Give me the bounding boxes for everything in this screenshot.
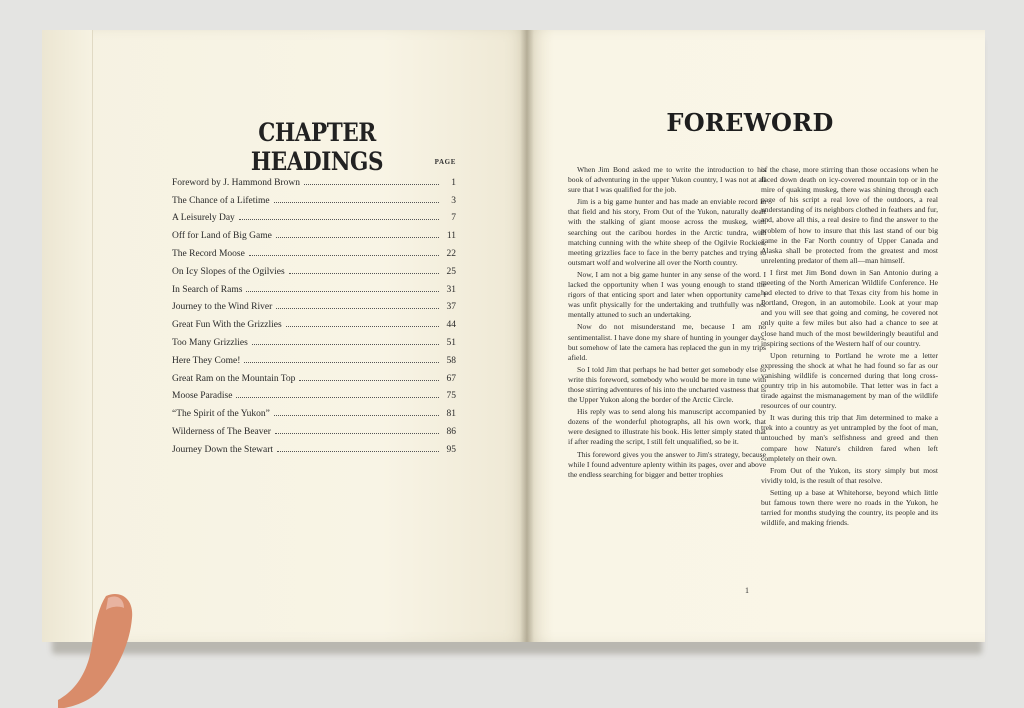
dot-leader [276, 308, 439, 309]
toc-entry [172, 330, 456, 348]
toc-entry [172, 437, 456, 455]
toc-entry-title: A Leisurely Day [172, 213, 235, 224]
toc-entry-page: 51 [446, 337, 456, 348]
foreword-paragraph: I first met Jim Bond down in San Antonio during a meeting of the North American Wildlife Conference. He had elected to drive to that Texas city from his home in Portland, Oregon, in an automobile. Look at your map and you will see that going and coming, he covered not only quite a few miles but also had a chance to see at close hand much of the most bewilderingly beautiful and inspiring sections of the Western half of our country. [761, 267, 938, 348]
toc-entry [172, 259, 456, 277]
dot-leader [275, 433, 439, 434]
toc-entry-title: Foreword by J. Hammond Brown [172, 177, 300, 188]
foreword-paragraph: When Jim Bond asked me to write the introduction to his book of adventuring in the upper Yukon country, I was not at all sure that I was qualified for the job. [568, 165, 766, 195]
foreword-paragraph: From Out of the Yukon, its story simply but most vividly told, is the result of that resolve. [761, 465, 938, 485]
toc-entry-title: On Icy Slopes of the Ogilvies [172, 266, 285, 277]
toc-entry-page: 44 [446, 320, 456, 331]
toc-entry [172, 188, 456, 206]
toc-entry-title: Too Many Grizzlies [172, 337, 248, 348]
dot-leader [236, 397, 439, 398]
foreword-paragraph: Jim is a big game hunter and has made an enviable record in that field and his story, From Out of the Yukon, naturally dealt with the stalking of giant moose across the muskeg, with searching out the caribou hordes in the Arctic tundra, with matching cunning with the white sheep of the Ogilvie Rockies, meeting grizzlies face to face in the berry patches and trying to outsmart wolf and wolverine all over the North country. [568, 197, 766, 267]
foreword-paragraph: Now, I am not a big game hunter in any sense of the word. I lacked the opportunity when I was young enough to stand the rigors of that enticing sport and later when opportunity came I was unfit physically for the undertaking and truthfully was not mentally attuned to such an undertaking. [568, 269, 766, 320]
toc-entry [172, 348, 456, 366]
toc-entry-page: 22 [446, 248, 456, 259]
foreword-paragraph: Setting up a base at Whitehorse, beyond which little but famous town there were no roads in the Yukon, he tarried for months studying the country, its people and its wildlife, and making friends. [761, 487, 938, 528]
toc-entry [172, 366, 456, 384]
toc-entry-page: 86 [446, 426, 456, 437]
foreword-paragraph: Now do not misunderstand me, because I am no sentimentalist. I have done my share of hunting in younger days, but somehow of late the camera has replaced the gun in my trips afield. [568, 322, 766, 362]
toc-entry [172, 206, 456, 224]
table-of-contents [172, 170, 456, 455]
foreword-paragraph: of the chase, more stirring than those occasions when he faced down death on icy-covered mountain top or in the mire of quaking muskeg, there was shining through each page of his script a real love of the outdoors, a real understanding of its neighbors clothed in feathers and fur, and, above all this, a real desire to find the answer to the problem of how to insure that this last stand of our big game in the Far North country of Upper Canada and Alaska shall be protected from the greatest and most unrelenting predator of them all—man himself. [761, 165, 938, 265]
toc-entry-title: Wilderness of The Beaver [172, 426, 271, 437]
toc-entry [172, 419, 456, 437]
toc-entry-page: 1 [451, 177, 456, 188]
toc-entry-title: Off for Land of Big Game [172, 231, 272, 242]
toc-entry-title: “The Spirit of the Yukon” [172, 409, 270, 420]
toc-entry-page: 75 [446, 391, 456, 402]
toc-entry-page: 25 [446, 266, 456, 277]
toc-entry [172, 295, 456, 313]
dot-leader [239, 219, 439, 220]
toc-entry-page: 81 [446, 409, 456, 420]
dot-leader [299, 380, 439, 381]
dot-leader [252, 344, 439, 345]
dot-leader [286, 326, 439, 327]
toc-entry [172, 401, 456, 419]
dot-leader [277, 451, 439, 452]
dot-leader [276, 237, 439, 238]
toc-entry-title: Journey Down the Stewart [172, 444, 274, 455]
toc-entry-page: 95 [446, 444, 456, 455]
toc-entry [172, 277, 456, 295]
chapter-headings-title: CHAPTER HEADINGS [250, 118, 384, 176]
dot-leader [244, 362, 439, 363]
toc-entry-title: In Search of Rams [172, 284, 243, 295]
dot-leader [289, 273, 439, 274]
dot-leader [249, 255, 439, 256]
toc-entry-title: Great Fun With the Grizzlies [172, 320, 282, 331]
toc-entry-page: 3 [451, 195, 456, 206]
toc-entry-title: The Chance of a Lifetime [172, 195, 270, 206]
book-gutter [520, 30, 534, 642]
foreword-paragraph: It was during this trip that Jim determined to make a trek into a country as yet untrampled by the foot of man, untouched by man's selfishness and greed and then compare how Nature's children fared when left completely on their own. [761, 413, 938, 463]
toc-entry-page: 67 [446, 373, 456, 384]
page-number: 1 [745, 586, 749, 595]
toc-entry-title: Journey to the Wind River [172, 302, 273, 313]
toc-entry-title: The Record Moose [172, 248, 245, 259]
foreword-paragraph: This foreword gives you the answer to Jim's strategy, because while I found adventure aplenty within its pages, over and above the endless searching for bigger and better trophies [568, 449, 766, 479]
toc-entry [172, 312, 456, 330]
dot-leader [274, 415, 439, 416]
thumb-holding-page [58, 588, 138, 708]
foreword-column-left [568, 165, 766, 482]
dot-leader [304, 184, 439, 185]
toc-entry [172, 223, 456, 241]
toc-entry-title: Here They Come! [172, 355, 241, 366]
toc-entry [172, 241, 456, 259]
toc-entry-title: Great Ram on the Mountain Top [172, 373, 296, 384]
toc-entry-page: 11 [446, 231, 456, 242]
foreword-title: FOREWORD [666, 108, 834, 137]
page-stack-edge [42, 30, 93, 642]
foreword-paragraph: So I told Jim that perhaps he had better get somebody else to write this foreword, somebody who would be more in tune with those stirring adventures of his into the uncharted vastness that is the Upper Yukon along the border of the Arctic Circle. [568, 364, 766, 405]
toc-entry-title: Moose Paradise [172, 391, 233, 402]
toc-entry-page: 31 [446, 284, 456, 295]
foreword-paragraph: His reply was to send along his manuscript accompanied by dozens of the wonderful photographs, all his own work, that were designed to illustrate his book. His letter simply stated that if after reading the script, I still felt unqualified, so be it. [568, 407, 766, 447]
toc-entry-page: 7 [451, 213, 456, 224]
toc-entry [172, 384, 456, 402]
dot-leader [246, 291, 439, 292]
toc-entry [172, 170, 456, 188]
page-column-label: PAGE [434, 158, 456, 166]
foreword-column-right [761, 165, 938, 530]
toc-entry-page: 58 [446, 355, 456, 366]
toc-entry-page: 37 [446, 302, 456, 313]
foreword-paragraph: Upon returning to Portland he wrote me a letter expressing the shock at what he had found so far as our vanishing wildlife is concerned during that long cross-country trip in his automobile. That letter was in fact a tirade against the mismanagement by man of the wildlife resources of our country. [761, 350, 938, 411]
dot-leader [274, 202, 439, 203]
